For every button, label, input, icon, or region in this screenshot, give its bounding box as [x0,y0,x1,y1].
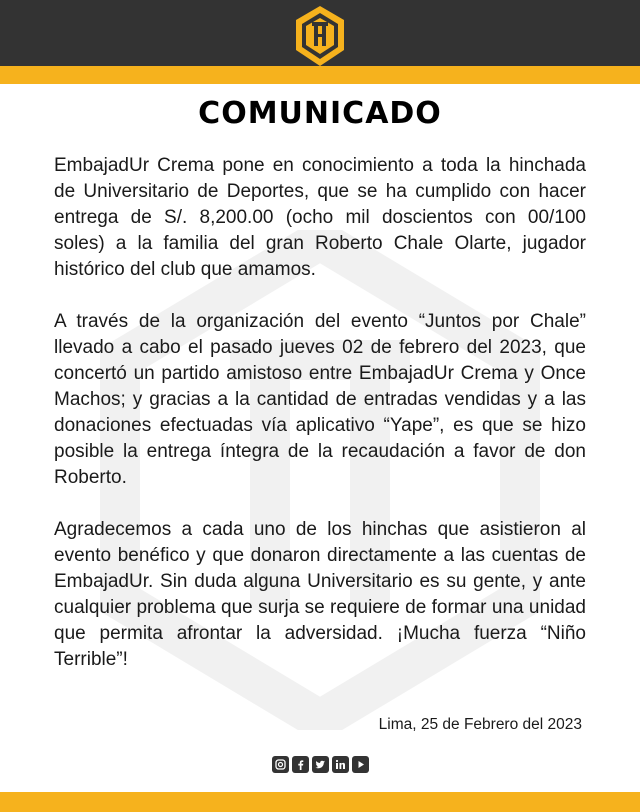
date-line: Lima, 25 de Febrero del 2023 [378,716,582,733]
paragraph-2: A través de la organización del evento “Juntos por Chale” llevado a cabo el pasado jueves 02 de febrero del 2023, que concertó un partido amistoso entre EmbajadUr Crema y Once Machos; y gracias a la cantidad de entradas vendidas y a las donaciones efectuadas vía aplicativo “Yape”, es que se hizo posible la entrega íntegra de la recaudación a favor de don Roberto. [54,311,586,488]
instagram-icon[interactable] [272,756,289,773]
footer-accent-stripe [0,792,640,812]
facebook-icon[interactable] [292,756,309,773]
paragraph-1: EmbajadUr Crema pone en conocimiento a toda la hinchada de Universitario de Deportes, que se ha cumplido con hacer entrega de S/. 8,200.00 (ocho mil doscientos con 00/100 soles) a la familia del gran Roberto Chale Olarte, jugador histórico del club que amamos. [54,155,586,280]
twitter-icon[interactable] [312,756,329,773]
statement-body [54,153,586,699]
header-accent-stripe [0,66,640,84]
linkedin-icon[interactable] [332,756,349,773]
page-title: COMUNICADO [198,96,442,131]
social-icons [272,756,369,774]
paragraph-3: Agradecemos a cada uno de los hinchas que asistieron al evento benéfico y que donaron directamente a las cuentas de EmbajadUr. Sin duda alguna Universitario es su gente, y ante cualquier problema que surja se requiere de formar una unidad que permita afrontar la adversidad. ¡Mucha fuerza “Niño Terrible”! [54,519,586,670]
youtube-icon[interactable] [352,756,369,773]
embajadur-shield-logo-icon [290,4,350,68]
